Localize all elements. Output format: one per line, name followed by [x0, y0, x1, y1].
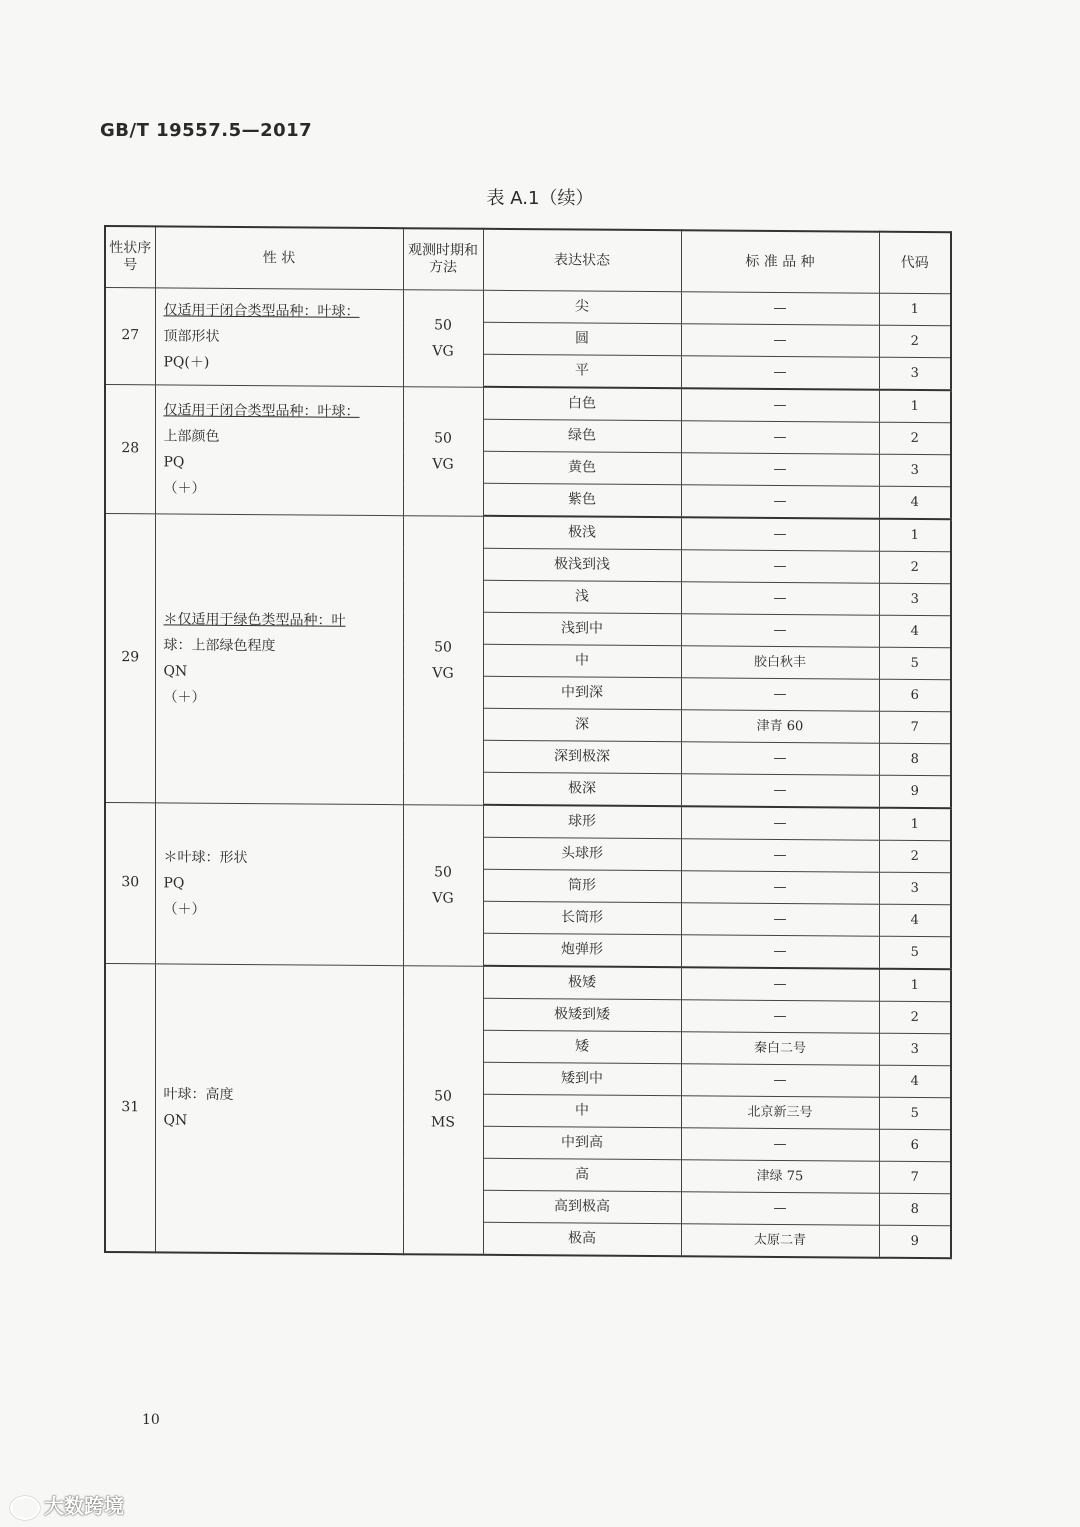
trait-line: 球：上部绿色程度 — [163, 636, 276, 654]
method-line: VG — [432, 343, 454, 360]
state-code: 2 — [879, 551, 951, 584]
state-code: 1 — [879, 390, 951, 423]
method-line: 50 — [434, 863, 452, 881]
standard-variety: 北京新三号 — [681, 1096, 879, 1129]
expression-state: 中到高 — [483, 1126, 681, 1159]
standard-variety: — — [681, 871, 879, 904]
table-title: 表 A.1（续） — [486, 188, 594, 209]
trait-line: PQ(＋) — [163, 354, 210, 371]
method-line: 50 — [434, 638, 452, 656]
state-code: 3 — [879, 583, 951, 616]
state-code: 5 — [879, 936, 951, 969]
standard-variety: — — [681, 806, 879, 840]
watermark — [10, 1490, 124, 1520]
trait-line: QN — [163, 1112, 188, 1129]
page-number: 10 — [142, 1412, 160, 1428]
table-row — [105, 288, 951, 326]
state-code: 9 — [879, 1225, 951, 1258]
trait-line: 仅适用于闭合类型品种：叶球： — [163, 401, 360, 420]
trait-description — [155, 513, 403, 804]
header-no: 性状序号 — [105, 226, 155, 288]
state-code: 4 — [879, 486, 951, 519]
expression-state: 极矮到矮 — [483, 998, 681, 1031]
standard-variety: — — [681, 517, 879, 551]
standard-variety: — — [681, 421, 879, 454]
table-row — [105, 802, 951, 841]
expression-state: 高 — [483, 1158, 681, 1191]
standard-variety: — — [681, 388, 879, 422]
trait-line: （＋） — [163, 900, 206, 918]
table-body — [105, 288, 951, 1259]
state-code: 3 — [879, 1033, 951, 1066]
method-line: VG — [432, 455, 454, 473]
standard-variety: — — [681, 967, 879, 1001]
observation-method — [403, 386, 483, 516]
observation-method — [403, 965, 483, 1255]
standard-variety: — — [681, 678, 879, 711]
state-code: 1 — [879, 969, 951, 1002]
standard-variety: — — [681, 550, 879, 583]
standard-variety: — — [681, 292, 879, 325]
trait-number: 27 — [105, 288, 155, 385]
trait-number: 31 — [105, 963, 155, 1252]
state-code: 5 — [879, 1097, 951, 1130]
standard-variety: — — [681, 1064, 879, 1097]
expression-state: 尖 — [483, 290, 681, 323]
header-standard-variety: 标 准 品 种 — [681, 230, 879, 293]
trait-line: ＊仅适用于绿色类型品种：叶 — [163, 610, 346, 629]
standard-variety: — — [681, 774, 879, 808]
expression-state: 高到极高 — [483, 1190, 681, 1223]
expression-state: 中 — [483, 644, 681, 677]
expression-state: 极浅 — [483, 516, 681, 550]
header-state: 表达状态 — [483, 229, 681, 292]
expression-state: 黄色 — [483, 451, 681, 484]
state-code: 3 — [879, 357, 951, 390]
standard-variety: — — [681, 1000, 879, 1033]
standard-variety: — — [681, 453, 879, 486]
observation-method — [403, 804, 483, 966]
method-line: 50 — [434, 317, 452, 334]
expression-state: 球形 — [483, 805, 681, 839]
observation-method — [403, 290, 483, 387]
state-code: 1 — [879, 808, 951, 841]
expression-state: 筒形 — [483, 869, 681, 902]
state-code: 8 — [879, 743, 951, 776]
state-code: 3 — [879, 454, 951, 487]
state-code: 6 — [879, 1129, 951, 1162]
standard-variety: — — [681, 324, 879, 357]
header-method: 观测时期和方法 — [403, 228, 483, 290]
method-line: 50 — [434, 1088, 452, 1105]
standard-variety: 秦白二号 — [681, 1032, 879, 1065]
spec-table — [104, 225, 952, 1259]
state-code: 1 — [879, 293, 951, 326]
standard-variety: — — [681, 1192, 879, 1225]
table-row — [105, 963, 951, 1002]
method-line: VG — [432, 889, 454, 907]
state-code: 3 — [879, 872, 951, 905]
standard-variety: 津青 60 — [681, 710, 879, 743]
expression-state: 长筒形 — [483, 901, 681, 934]
state-code: 5 — [879, 647, 951, 680]
table-row — [105, 384, 951, 423]
standard-variety: — — [681, 614, 879, 647]
expression-state: 炮弹形 — [483, 933, 681, 967]
trait-description — [155, 963, 403, 1254]
trait-line: （＋） — [163, 479, 206, 497]
state-code: 4 — [879, 1065, 951, 1098]
expression-state: 深 — [483, 708, 681, 741]
trait-line: （＋） — [163, 688, 206, 706]
state-code: 2 — [879, 422, 951, 455]
expression-state: 中到深 — [483, 676, 681, 709]
expression-state: 极高 — [483, 1222, 681, 1256]
standard-variety: — — [681, 903, 879, 936]
expression-state: 白色 — [483, 387, 681, 421]
trait-line: 叶球：高度 — [163, 1086, 234, 1104]
state-code: 4 — [879, 615, 951, 648]
standard-variety: — — [681, 356, 879, 390]
expression-state: 极矮 — [483, 966, 681, 1000]
state-code: 2 — [879, 840, 951, 873]
trait-number: 29 — [105, 513, 155, 802]
document-header: GB/T 19557.5—2017 — [100, 120, 313, 141]
standard-variety: — — [681, 582, 879, 615]
trait-line: QN — [163, 662, 188, 680]
expression-state: 极浅到浅 — [483, 548, 681, 581]
table-header-row — [105, 226, 951, 294]
standard-variety: 太原二青 — [681, 1224, 879, 1258]
trait-number: 28 — [105, 384, 155, 513]
state-code: 1 — [879, 519, 951, 552]
standard-variety: 津绿 75 — [681, 1160, 879, 1193]
expression-state: 中 — [483, 1094, 681, 1127]
trait-number: 30 — [105, 802, 155, 963]
expression-state: 圆 — [483, 322, 681, 355]
standard-variety: — — [681, 839, 879, 872]
observation-method — [403, 515, 483, 805]
standard-variety: — — [681, 485, 879, 519]
trait-line: 顶部形状 — [163, 328, 220, 345]
state-code: 9 — [879, 775, 951, 808]
expression-state: 极深 — [483, 772, 681, 806]
trait-description — [155, 802, 403, 965]
trait-description — [155, 288, 403, 386]
standard-variety: — — [681, 742, 879, 775]
expression-state: 绿色 — [483, 419, 681, 452]
expression-state: 平 — [483, 354, 681, 388]
expression-state: 深到极深 — [483, 740, 681, 773]
state-code: 8 — [879, 1193, 951, 1226]
standard-variety: 胶白秋丰 — [681, 646, 879, 679]
state-code: 7 — [879, 1161, 951, 1194]
trait-line: 上部颜色 — [163, 427, 220, 445]
trait-description — [155, 384, 403, 515]
method-line: MS — [431, 1114, 455, 1131]
standard-variety: — — [681, 1128, 879, 1161]
expression-state: 浅 — [483, 580, 681, 613]
state-code: 2 — [879, 1001, 951, 1034]
standard-variety: — — [681, 935, 879, 969]
expression-state: 浅到中 — [483, 612, 681, 645]
watermark-text: 大数跨境 — [44, 1494, 124, 1518]
trait-line: 仅适用于闭合类型品种：叶球： — [163, 302, 360, 320]
expression-state: 矮 — [483, 1030, 681, 1063]
method-line: VG — [432, 664, 454, 682]
state-code: 4 — [879, 904, 951, 937]
method-line: 50 — [434, 429, 452, 447]
header-trait: 性 状 — [155, 226, 403, 289]
state-code: 6 — [879, 679, 951, 712]
trait-line: ＊叶球：形状 — [163, 848, 248, 866]
trait-line: PQ — [163, 874, 185, 892]
state-code: 2 — [879, 325, 951, 358]
expression-state: 头球形 — [483, 837, 681, 870]
table-row — [105, 513, 951, 552]
state-code: 7 — [879, 711, 951, 744]
expression-state: 矮到中 — [483, 1062, 681, 1095]
watermark-logo-icon — [10, 1496, 40, 1520]
expression-state: 紫色 — [483, 483, 681, 517]
trait-line: PQ — [163, 453, 185, 471]
header-code: 代码 — [879, 232, 951, 294]
